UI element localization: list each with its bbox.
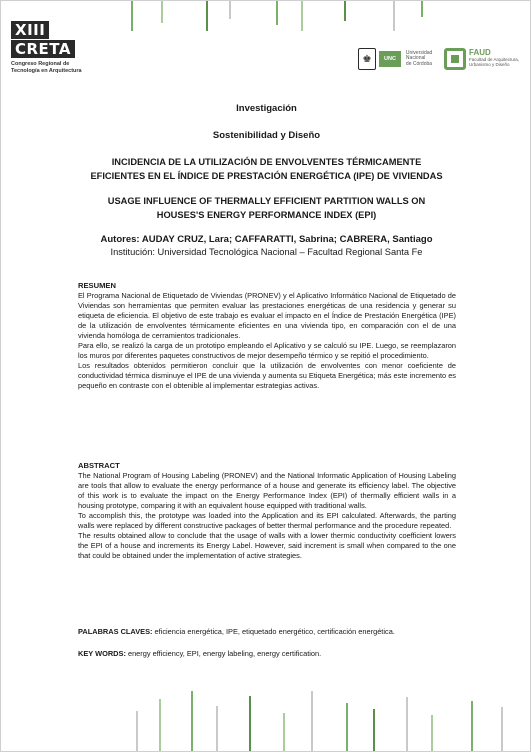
- decorative-stripe: [249, 696, 251, 751]
- decorative-stripe: [393, 1, 395, 31]
- creta-congress-logo: [11, 21, 91, 74]
- unc-logo: [358, 48, 432, 70]
- decorative-stripe: [159, 699, 161, 751]
- decorative-stripe: [161, 1, 163, 23]
- decorative-stripe: [421, 1, 423, 17]
- decorative-stripe: [229, 1, 231, 19]
- resumen-section: [78, 281, 456, 391]
- decorative-stripe: [301, 1, 303, 31]
- decorative-stripe: [344, 1, 346, 21]
- title-spanish: [61, 155, 472, 183]
- decorative-stripe: [191, 691, 193, 751]
- title-english: [61, 194, 472, 222]
- decorative-stripe: [311, 691, 313, 751]
- decorative-stripe: [206, 1, 208, 31]
- decorative-stripe: [471, 701, 473, 751]
- title-line: HOUSES'S ENERGY PERFORMANCE INDEX (EPI): [156, 210, 377, 220]
- faud-text-line: Facultad de Arquitectura,: [469, 57, 520, 62]
- authors-line: Autores: AUDAY CRUZ, Lara; CAFFARATTI, Sabrina; CABRERA, Santiago: [100, 234, 433, 245]
- title-line: EFICIENTES EN EL ÍNDICE DE PRESTACIÓN ENERGÉTICA (IPE) DE VIVIENDAS: [90, 171, 443, 181]
- section-label: Investigación: [236, 103, 297, 114]
- decorative-stripe: [346, 703, 348, 751]
- university-seal-icon: ♚: [358, 48, 376, 70]
- unc-text-line: Nacional: [405, 55, 426, 62]
- decorative-stripe: [431, 715, 433, 751]
- keywords-text: energy efficiency, EPI, energy labeling, energy certification.: [125, 649, 322, 658]
- unc-badge: UNC: [379, 51, 401, 67]
- keywords-label: KEY WORDS:: [78, 649, 126, 658]
- title-line: USAGE INFLUENCE OF THERMALLY EFFICIENT PARTITION WALLS ON: [107, 196, 426, 206]
- decorative-stripe: [216, 706, 218, 751]
- resumen-paragraph: El Programa Nacional de Etiquetado de Viviendas (PRONEV) y el Aplicativo Informático Nacional de Etiquetado de Viviendas son herramientas que permiten evaluar las prestaciones energéticas de una residencia y generar su etiqueta de eficiencia. El objetivo de este trabajo es evaluar el impacto en el Índice de Prestación Energética (IPE) de la utilización de envolventes térmicamente eficientes en una vivienda tipo, en comparación con el de una vivienda homóloga de cerramientos tradicionales.: [78, 291, 456, 340]
- decorative-stripe: [136, 711, 138, 751]
- keywords-text: eficiencia energética, IPE, etiquetado energético, certificación energética.: [152, 627, 395, 636]
- abstract-paragraph: The results obtained allow to conclude that the usage of walls with a lower thermic conductivity coefficient lowers the EPI of a house and increments its Energy Label. However, said increment is small when compared to the one that could be obtained under the implementation of active strategies.: [78, 531, 456, 560]
- faud-name: FAUD: [469, 48, 491, 57]
- resumen-paragraph: Para ello, se realizó la carga de un prototipo empleando el Aplicativo y se calculó su IPE. Luego, se reemplazaron los muros por diferentes paquetes constructivos de mejor desempeño térmico y se repitió el procedimiento.: [78, 341, 456, 360]
- faud-text-line: Urbanismo y Diseño: [469, 62, 510, 67]
- faud-logo: [444, 48, 519, 70]
- unc-text: [406, 51, 432, 68]
- abstract-paragraph: To accomplish this, the prototype was loaded into the Application and its EPI calculated. Afterwards, the parting walls were replaced by different constructive packages of better thermal performance and the procedure repeated.: [78, 511, 456, 530]
- faud-text-block: [469, 48, 519, 67]
- decorative-stripe: [283, 713, 285, 751]
- congress-name: CRETA: [11, 40, 75, 58]
- abstract-section: [78, 461, 456, 561]
- faud-mark-icon: [444, 48, 466, 70]
- institution-line: Institución: Universidad Tecnológica Nacional – Facultad Regional Santa Fe: [110, 247, 423, 257]
- unc-text-line: Universidad: [405, 49, 433, 56]
- decorative-stripe: [373, 709, 375, 751]
- abstract-heading: ABSTRACT: [78, 461, 120, 470]
- unc-text-line: de Córdoba: [405, 60, 433, 67]
- keywords-english: [78, 649, 468, 658]
- title-line: INCIDENCIA DE LA UTILIZACIÓN DE ENVOLVENTES TÉRMICAMENTE: [111, 157, 422, 167]
- decorative-stripe: [276, 1, 278, 25]
- resumen-heading: RESUMEN: [78, 281, 116, 290]
- decorative-stripe: [406, 697, 408, 751]
- congress-numeral: XIII: [11, 21, 49, 39]
- decorative-stripe: [131, 1, 133, 31]
- congress-subtitle-1: Congreso Regional de: [11, 61, 70, 67]
- decorative-stripe: [501, 707, 503, 751]
- subsection-label: Sostenibilidad y Diseño: [212, 130, 321, 141]
- abstract-paragraph: The National Program of Housing Labeling (PRONEV) and the National Informatic Application of Housing Labeling are tools that allow to evaluate the energy performance of a house and generate its efficiency label. The objective of this work is to evaluate the impact on the Energy Performance Index (EPI) of thermally efficient walls in a housing prototype, comparing it with an equivalent house equipped with traditional walls.: [78, 471, 456, 510]
- resumen-paragraph: Los resultados obtenidos permitieron concluir que la utilización de envolventes con menor coeficiente de conductividad térmica disminuye el IPE de una vivienda y aumenta su Etiqueta Energética; más este incremento es pequeño en contraste con el obtenible al implementar estrategias activas.: [78, 361, 456, 390]
- keywords-spanish: [78, 627, 468, 636]
- keywords-label: PALABRAS CLAVES:: [78, 627, 153, 636]
- congress-subtitle-2: Tecnología en Arquitectura: [11, 67, 82, 74]
